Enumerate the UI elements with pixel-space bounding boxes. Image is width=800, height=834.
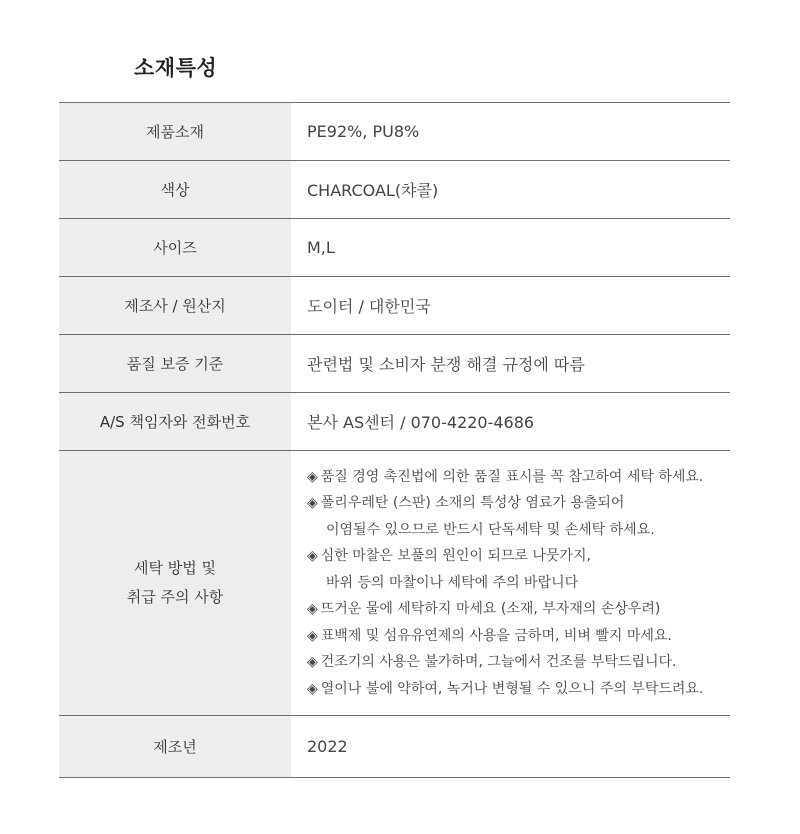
care-item-text: 바위 등의 마찰이나 세탁에 주의 바랍니다: [326, 574, 579, 591]
care-instructions: [291, 451, 730, 716]
care-list: [307, 464, 730, 703]
diamond-bullet-icon: ◈: [307, 601, 318, 618]
care-label-line: 취급 주의 사항: [126, 588, 224, 606]
care-item: [307, 596, 730, 623]
diamond-bullet-icon: ◈: [307, 548, 318, 565]
care-item: [307, 649, 730, 676]
row-label: 사이즈: [59, 219, 291, 277]
row-value: 도이터 / 대한민국: [291, 277, 730, 335]
diamond-bullet-icon: ◈: [307, 680, 318, 697]
row-value: CHARCOAL(챠콜): [291, 161, 730, 219]
table-row-material: [59, 103, 730, 161]
care-item: [307, 490, 730, 517]
spec-table: [59, 102, 730, 778]
diamond-bullet-icon: ◈: [307, 654, 318, 671]
care-item-text: 이염될수 있으므로 반드시 단독세탁 및 손세탁 하세요.: [326, 521, 655, 538]
care-item-text: 품질 경영 촉진법에 의한 품질 표시를 꼭 참고하여 세탁 하세요.: [320, 468, 704, 485]
row-label: 색상: [59, 161, 291, 219]
row-label: 제품소재: [59, 103, 291, 161]
care-item: [307, 464, 730, 491]
diamond-bullet-icon: ◈: [307, 495, 318, 512]
row-value: M,L: [291, 219, 730, 277]
row-value: PE92%, PU8%: [291, 103, 730, 161]
care-item: [307, 623, 730, 650]
care-label: [59, 451, 291, 716]
care-item-text: 표백제 및 섬유유연제의 사용을 금하며, 비벼 빨지 마세요.: [320, 627, 672, 644]
table-row-manufacturer: [59, 277, 730, 335]
care-item-text: 건조기의 사용은 불가하며, 그늘에서 건조를 부탁드립니다.: [320, 654, 677, 671]
row-label: 품질 보증 기준: [59, 335, 291, 393]
care-label-line: 세탁 방법 및: [134, 559, 216, 577]
care-item-text: 폴리우레탄 (스판) 소재의 특성상 염료가 용출되어: [320, 495, 625, 512]
care-item-text: 뜨거운 물에 세탁하지 마세요 (소재, 부자재의 손상우려): [320, 601, 661, 618]
table-row-care-instructions: [59, 451, 730, 716]
section-title: 소재특성: [134, 56, 218, 80]
row-label: A/S 책임자와 전화번호: [59, 393, 291, 451]
row-label: 제조사 / 원산지: [59, 277, 291, 335]
row-value: 관련법 및 소비자 분쟁 해결 규정에 따름: [291, 335, 730, 393]
care-item-text: 심한 마찰은 보풀의 원인이 되므로 나뭇가지,: [320, 548, 591, 565]
care-item: [307, 517, 730, 544]
care-item: [307, 543, 730, 570]
care-item: [307, 676, 730, 703]
table-row-color: [59, 161, 730, 219]
table-row-as-contact: [59, 393, 730, 451]
row-value: 본사 AS센터 / 070-4220-4686: [291, 393, 730, 451]
care-item-text: 열이나 불에 약하여, 녹거나 변형될 수 있으니 주의 부탁드려요.: [320, 680, 704, 697]
care-item: [307, 570, 730, 597]
table-row-quality-warranty: [59, 335, 730, 393]
diamond-bullet-icon: ◈: [307, 627, 318, 644]
row-value: 2022: [291, 716, 730, 778]
row-label: 제조년: [59, 716, 291, 778]
table-row-size: [59, 219, 730, 277]
diamond-bullet-icon: ◈: [307, 468, 318, 485]
table-row-year: [59, 716, 730, 778]
